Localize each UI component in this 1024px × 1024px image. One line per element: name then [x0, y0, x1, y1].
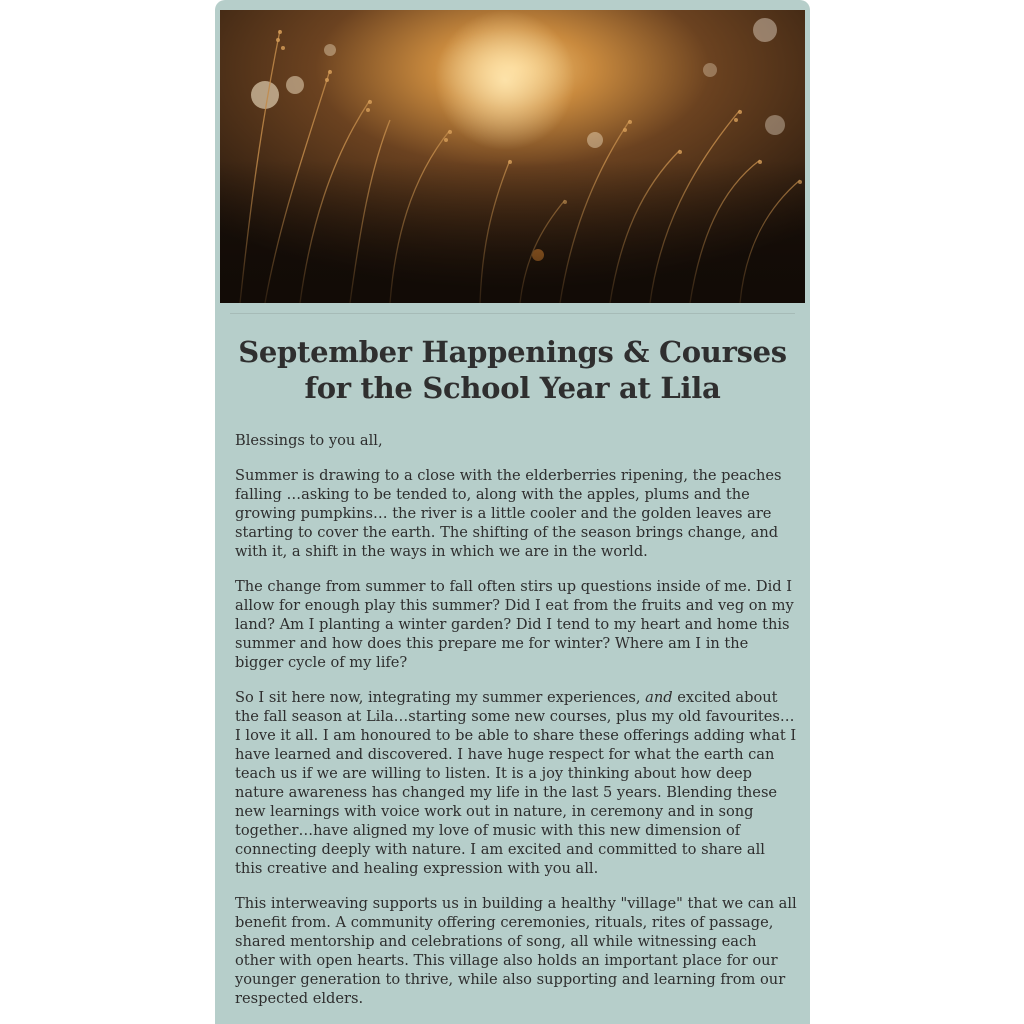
newsletter-card	[215, 0, 810, 1024]
paragraph-4: This interweaving supports us in building a healthy "village" that we can all benefit from. A community offering ceremonies, rituals, rites of passage, shared mentorship and celebrations of song, all while witnessing each other with open hearts. This village also holds an important place for our younger generation to thrive, while also supporting and learning from our respected elders.	[235, 895, 797, 1007]
meadow-photo	[220, 10, 805, 303]
article-title: September Happenings & Courses for the School Year at Lila	[238, 335, 787, 405]
article-body	[235, 431, 797, 1024]
paragraph-1: Summer is drawing to a close with the elderberries ripening, the peaches falling …asking to be tended to, along with the apples, plums and the growing pumpkins… the river is a little cooler and the golden leaves are starting to cover the earth. The shifting of the season brings change, and with it, a shift in the ways in which we are in the world.	[235, 467, 782, 560]
paragraph-3-emphasis: and	[645, 689, 673, 706]
paragraph-2: The change from summer to fall often stirs up questions inside of me. Did I allow for enough play this summer? Did I eat from the fruits and veg on my land? Am I planting a winter garden? Did I tend to my heart and home this summer and how does this prepare me for winter? Where am I in the bigger cycle of my life?	[235, 578, 794, 671]
paragraph-3	[235, 688, 797, 878]
greeting: Blessings to you all,	[235, 432, 383, 449]
paragraph-3-start: So I sit here now, integrating my summer experiences,	[235, 689, 646, 706]
paragraph-3-rest: excited about the fall season at Lila…starting some new courses, plus my old favourites…I love it all. I am honoured to be able to share these offerings adding what I have learned and discovered. I have huge respect for what the earth can teach us if we are willing to listen. It is a joy thinking about how deep nature awareness has changed my life in the last 5 years. Blending these new learnings with voice work out in nature, in ceremony and in song together…have aligned my love of music with this new dimension of connecting deeply with nature. I am excited and committed to share all this creative and healing expression with you all.	[235, 689, 797, 877]
hero-image	[220, 10, 805, 303]
divider	[230, 313, 795, 314]
